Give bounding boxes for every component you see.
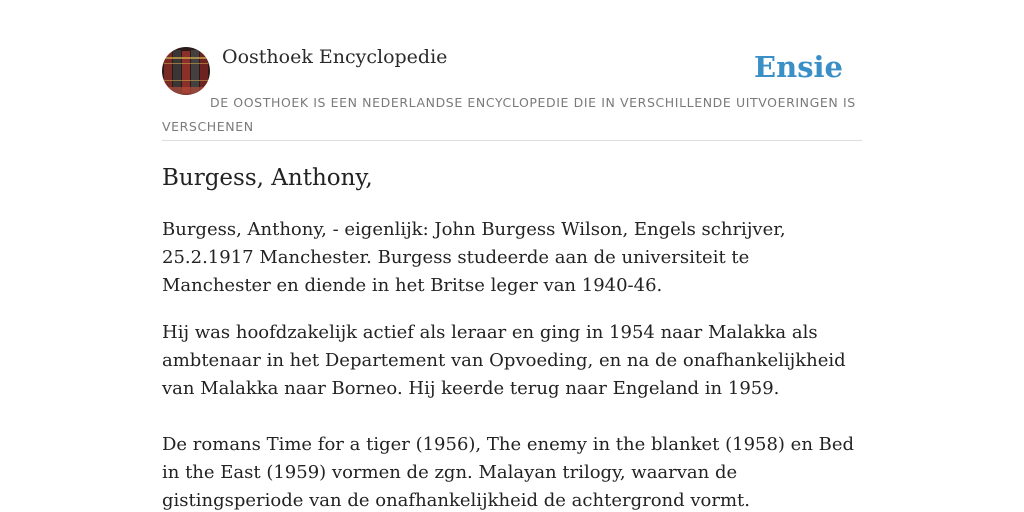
site-tagline: DE OOSTHOEK IS EEN NEDERLANDSE ENCYCLOPEDIE DIE IN VERSCHILLENDE UITVOERINGEN IS VERSCHENEN [162, 95, 856, 134]
avatar[interactable] [162, 47, 210, 95]
article [162, 162, 862, 512]
article-title: Burgess, Anthony, [162, 165, 373, 191]
brand-logo-link[interactable]: Ensie [754, 50, 843, 84]
article-paragraph-3: De romans Time for a tiger (1956), The enemy in the blanket (1958) en Bed in the East (1959) vormen de zgn. Malayan trilogy, waarvan de gistingsperiode van de onafhankelijkheid de achtergrond vormt. [162, 434, 855, 511]
site-header [162, 44, 862, 141]
article-paragraph-1: Burgess, Anthony, - eigenlijk: John Burgess Wilson, Engels schrijver, 25.2.1917 Manchester. Burgess studeerde aan de universiteit te Manchester en diende in het Britse leger van 1940-46. [162, 219, 786, 296]
encyclopedia-books-icon [162, 47, 210, 95]
article-paragraph-2: Hij was hoofdzakelijk actief als leraar en ging in 1954 naar Malakka als ambtenaar in het Departement van Opvoeding, en na de onafhankelijkheid van Malakka naar Borneo. Hij keerde terug naar Engeland in 1959. [162, 322, 846, 399]
site-name[interactable]: Oosthoek Encyclopedie [222, 46, 448, 68]
